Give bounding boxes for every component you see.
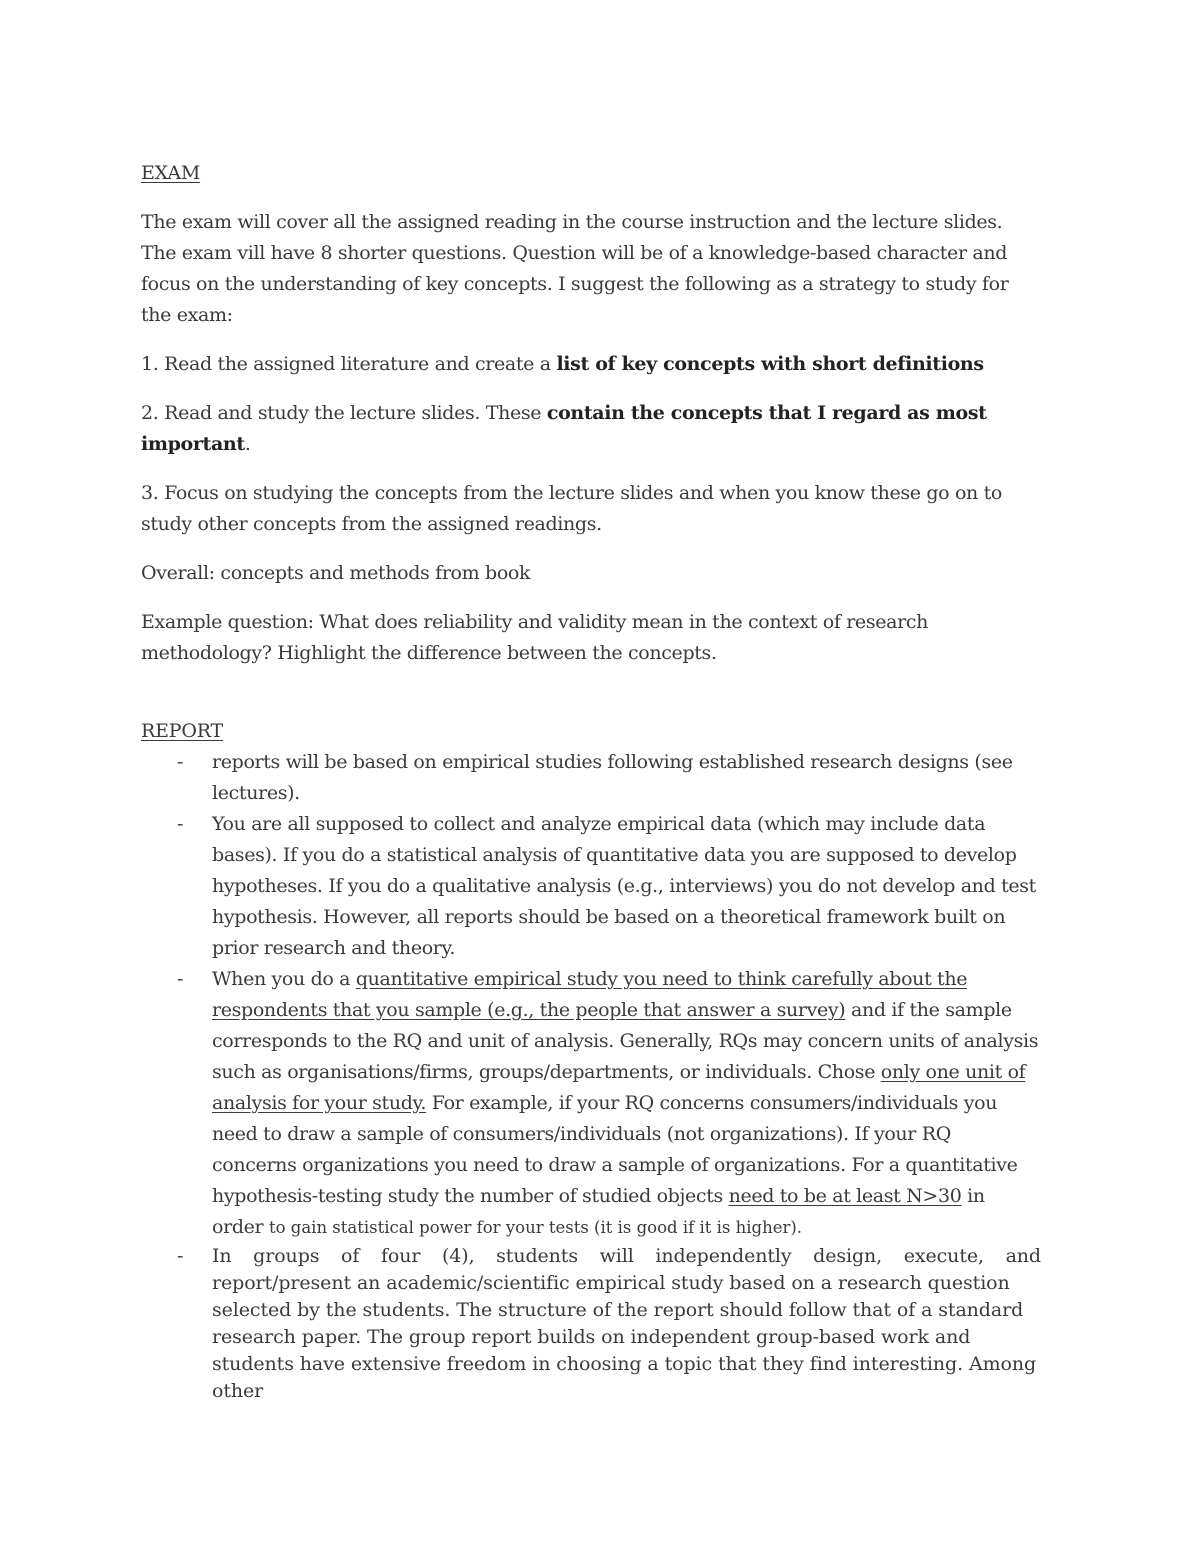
report-bullet-list	[141, 747, 1041, 1405]
exam-step-2	[141, 398, 1041, 460]
exam-step-3: 3. Focus on studying the concepts from the lecture slides and when you know these go on to study other concepts from the assigned readings.	[141, 482, 1002, 535]
step-1-bold: list of key concepts with short definitions	[556, 353, 984, 375]
exam-intro-paragraph: The exam will cover all the assigned reading in the course instruction and the lecture slides. The exam vill have 8 shorter questions. Question will be of a knowledge-based character and focus on the understanding of key concepts. I suggest the following as a strategy to study for the exam:	[141, 211, 1009, 326]
report-bullet-4	[141, 1243, 1041, 1405]
bullet-3-text-a: When you do a	[212, 968, 356, 990]
step-2-text: 2. Read and study the lecture slides. These	[141, 402, 547, 424]
bullet-dash: -	[177, 968, 184, 990]
exam-step-1	[141, 349, 1041, 380]
bullet-dash: -	[177, 751, 184, 773]
bullet-4-first-line: In groups of four (4), students will independently design, execute, and	[212, 1245, 1041, 1267]
report-bullet-1	[141, 747, 1041, 809]
exam-example-question: Example question: What does reliability and validity mean in the context of research methodology? Highlight the difference between the concepts.	[141, 611, 928, 664]
exam-overall: Overall: concepts and methods from book	[141, 562, 531, 584]
bullet-4-text: report/present an academic/scientific empirical study based on a research question selected by the students. The structure of the report should follow that of a standard research paper. The group report builds on independent group-based work and students have extensive freedom in choosing a topic that they find interesting. Among other	[212, 1272, 1037, 1402]
step-1-text: 1. Read the assigned literature and create a	[141, 353, 557, 375]
bullet-dash: -	[177, 1245, 184, 1267]
bullet-3-text-b: and if the sample corresponds to the RQ and unit of analysis. Generally, RQs may concern units of analysis such as organisations/firms, groups/departments, or individuals. Chose	[212, 999, 1039, 1083]
bullet-3-underline-c: need to be at least N>30	[728, 1185, 962, 1207]
bullet-3-underline-a: quantitative empirical study you need to think carefully about the respondents that you sample (e.g., the people that answer a survey)	[212, 968, 968, 1021]
step-2-bold: contain the concepts that I regard as most important	[141, 402, 987, 455]
report-bullet-2	[141, 809, 1041, 964]
bullet-3-underline-b: only one unit of analysis for your study.	[212, 1061, 1026, 1114]
bullet-dash: -	[177, 813, 184, 835]
bullet-3-text-d: in order	[212, 1185, 985, 1238]
document-body	[141, 158, 1041, 1405]
report-heading: REPORT	[141, 720, 223, 742]
bullet-1-text: reports will be based on empirical studies following established research designs (see lectures).	[212, 751, 1013, 804]
bullet-2-text: You are all supposed to collect and analyze empirical data (which may include data bases). If you do a statistical analysis of quantitative data you are supposed to develop hypotheses. If you do a qualitative analysis (e.g., interviews) you do not develop and test hypothesis. However, all reports should be based on a theoretical framework built on prior research and theory.	[212, 813, 1036, 959]
report-bullet-3	[141, 964, 1041, 1243]
bullet-3-text-c: For example, if your RQ concerns consumers/individuals you need to draw a sample of consumers/individuals (not organizations). If your RQ concerns organizations you need to draw a sample of organizations. For a quantitative hypothesis-testing study the number of studied objects	[212, 1092, 1018, 1207]
bullet-3-text-e: to gain statistical power for your tests (it is good if it is higher).	[268, 1218, 803, 1237]
step-2-tail: .	[244, 433, 251, 455]
exam-heading: EXAM	[141, 162, 201, 184]
